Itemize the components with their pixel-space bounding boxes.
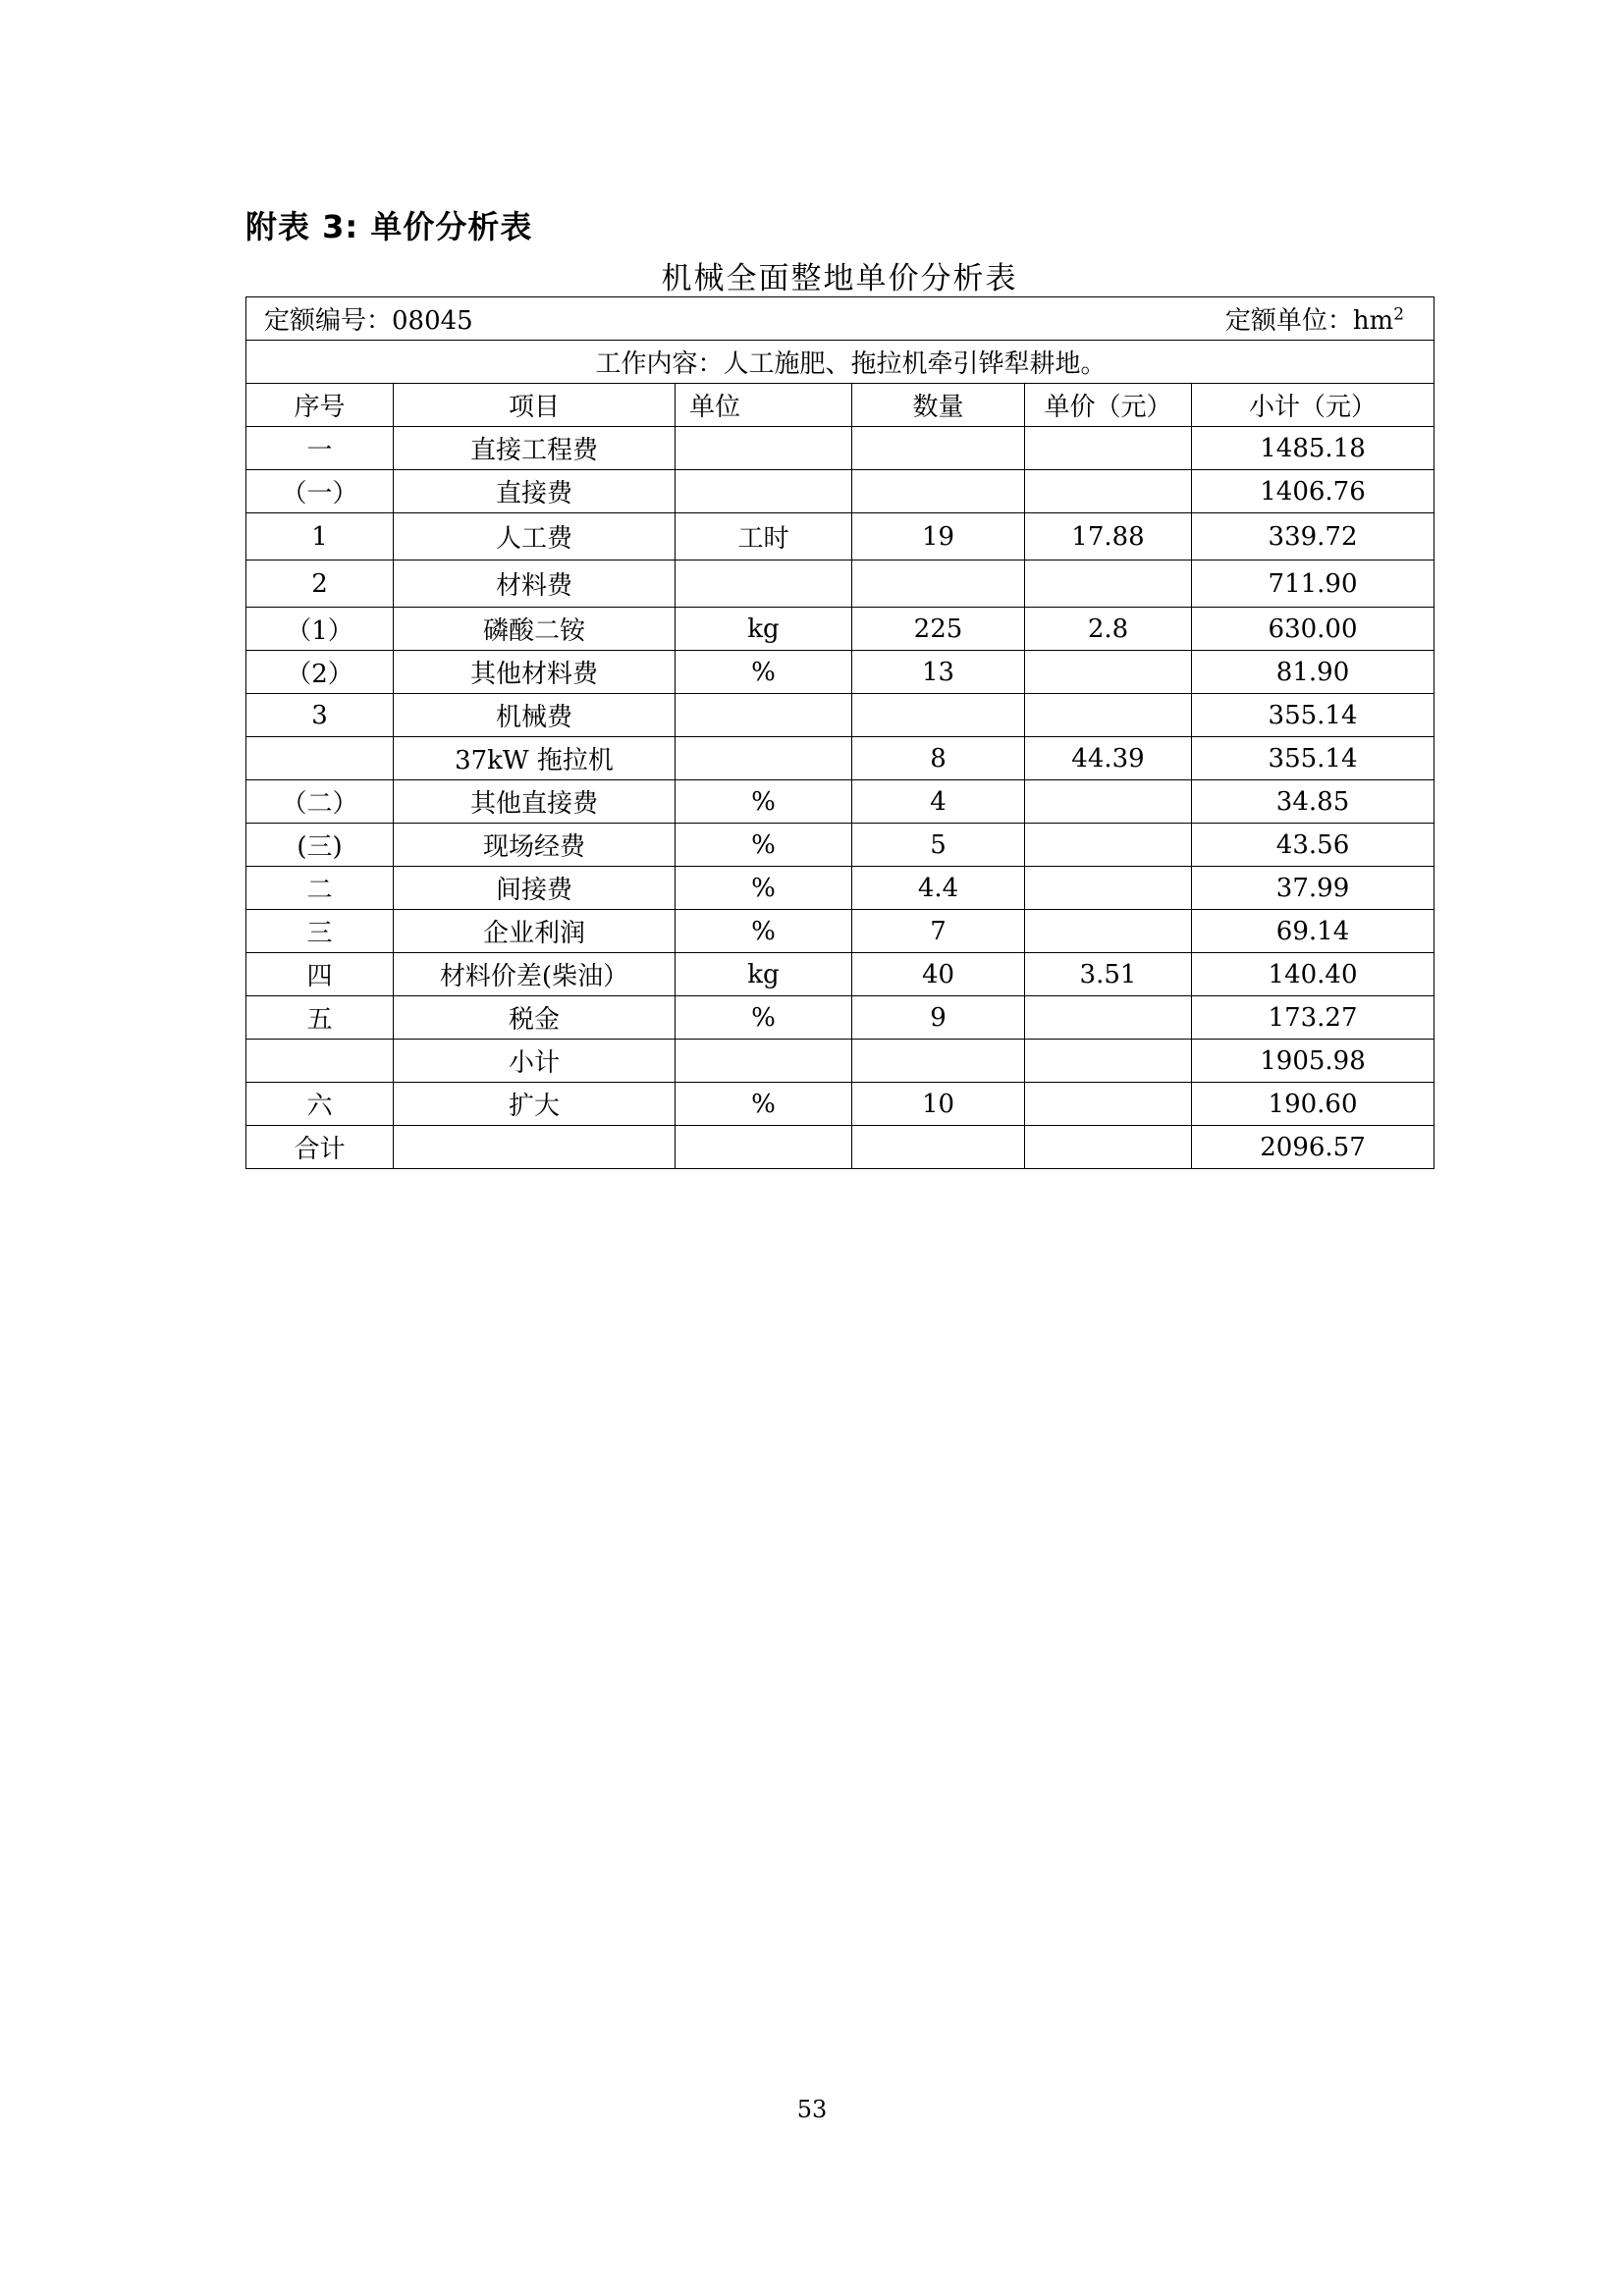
header-row [246,384,1435,427]
table-cell: 直接工程费 [394,427,676,470]
table-cell: % [676,824,852,867]
table-cell: 其他材料费 [394,651,676,694]
table-row [246,694,1435,737]
table-cell: 13 [852,651,1025,694]
table-cell: 税金 [394,996,676,1040]
page-number: 53 [796,2096,828,2123]
table-cell [676,694,852,737]
table-cell: 630.00 [1192,608,1435,651]
header-cell: 单价（元） [1025,384,1192,427]
unit-price-analysis-table [245,296,1435,1169]
table-title: 机械全面整地单价分析表 [661,261,1018,296]
table-cell: 173.27 [1192,996,1435,1040]
header-cell: 序号 [246,384,394,427]
table-cell [246,737,394,780]
table-cell: 小计 [394,1040,676,1083]
table-cell: 7 [852,910,1025,953]
table-cell: % [676,996,852,1040]
table-cell: 机械费 [394,694,676,737]
table-row [246,608,1435,651]
table-cell [1025,651,1192,694]
table-cell: 69.14 [1192,910,1435,953]
table-cell: 1905.98 [1192,1040,1435,1083]
table-cell [852,1040,1025,1083]
table-cell: 10 [852,1083,1025,1126]
table-cell: kg [676,953,852,996]
table-cell [852,1126,1025,1169]
table-cell [1025,910,1192,953]
table-cell: 材料费 [394,561,676,608]
table-cell: 44.39 [1025,737,1192,780]
table-cell [1025,824,1192,867]
table-cell [394,1126,676,1169]
table-row [246,470,1435,513]
table-cell: kg [676,608,852,651]
header-cell: 单位 [676,384,852,427]
table-row [246,1126,1435,1169]
table-cell: 190.60 [1192,1083,1435,1126]
table-cell: 8 [852,737,1025,780]
table-cell: 43.56 [1192,824,1435,867]
table-cell: 材料价差(柴油） [394,953,676,996]
table-cell [676,1040,852,1083]
table-cell: 3 [246,694,394,737]
table-cell [1025,867,1192,910]
table-cell: 一 [246,427,394,470]
table-cell [676,470,852,513]
table-row [246,427,1435,470]
table-cell: 六 [246,1083,394,1126]
table-cell: 17.88 [1025,513,1192,561]
table-cell: 2 [246,561,394,608]
table-cell: 1485.18 [1192,427,1435,470]
table-row [246,1040,1435,1083]
header-cell: 项目 [394,384,676,427]
work-content: 工作内容：人工施肥、拖拉机牵引铧犁耕地。 [246,341,1435,384]
table-cell: 企业利润 [394,910,676,953]
table-cell: 711.90 [1192,561,1435,608]
table-cell: （2） [246,651,394,694]
table-cell [1025,996,1192,1040]
table-cell [852,694,1025,737]
table-cell: % [676,867,852,910]
table-cell: 二 [246,867,394,910]
table-cell: 工时 [676,513,852,561]
table-cell: （1） [246,608,394,651]
table-cell: 225 [852,608,1025,651]
table-cell: 四 [246,953,394,996]
table-cell [1025,1040,1192,1083]
appendix-title: 附表 3: 单价分析表 [245,208,533,245]
table-cell [676,561,852,608]
table-cell: 扩大 [394,1083,676,1126]
table-cell: 4 [852,780,1025,824]
table-cell: 五 [246,996,394,1040]
table-cell: 磷酸二铵 [394,608,676,651]
table-cell: 间接费 [394,867,676,910]
table-cell [676,427,852,470]
table-cell: 34.85 [1192,780,1435,824]
table-cell: （一） [246,470,394,513]
table-row [246,1083,1435,1126]
table-cell: 合计 [246,1126,394,1169]
table-cell: （二） [246,780,394,824]
table-cell: % [676,1083,852,1126]
table-cell [852,470,1025,513]
quota-row [246,297,1435,341]
quota-code: 定额编号：08045 [264,306,473,336]
work-content-row [246,341,1435,384]
table-cell: 人工费 [394,513,676,561]
table-cell [676,737,852,780]
table-row [246,561,1435,608]
table-cell: 直接费 [394,470,676,513]
table-cell: % [676,910,852,953]
table-cell [852,561,1025,608]
table-cell: 2.8 [1025,608,1192,651]
table-cell: 355.14 [1192,694,1435,737]
header-cell: 小计（元） [1192,384,1435,427]
table-cell [676,1126,852,1169]
table-row [246,513,1435,561]
table-row [246,780,1435,824]
table-row [246,651,1435,694]
table-cell: % [676,780,852,824]
table-cell: 81.90 [1192,651,1435,694]
table-cell: 9 [852,996,1025,1040]
table-cell: 37.99 [1192,867,1435,910]
table-row [246,824,1435,867]
header-cell: 数量 [852,384,1025,427]
quota-unit: 定额单位：$hm^2$ [1224,304,1405,336]
table-cell [1025,1126,1192,1169]
table-cell: 339.72 [1192,513,1435,561]
table-row [246,867,1435,910]
table-cell: (三) [246,824,394,867]
table-cell: 3.51 [1025,953,1192,996]
table-cell: 1 [246,513,394,561]
table-cell: % [676,651,852,694]
table-cell: 140.40 [1192,953,1435,996]
table-row [246,910,1435,953]
table-cell: 37kW 拖拉机 [394,737,676,780]
table-cell [1025,1083,1192,1126]
table-row [246,953,1435,996]
table-cell: 40 [852,953,1025,996]
table-cell [1025,470,1192,513]
table-cell: 19 [852,513,1025,561]
table-row [246,996,1435,1040]
table-cell [1025,780,1192,824]
table-cell: 5 [852,824,1025,867]
table-cell [852,427,1025,470]
table-cell: 355.14 [1192,737,1435,780]
table-row [246,737,1435,780]
table-cell: 4.4 [852,867,1025,910]
table-cell [1025,694,1192,737]
table-cell: 现场经费 [394,824,676,867]
table-cell: 三 [246,910,394,953]
table-cell: 2096.57 [1192,1126,1435,1169]
table-cell [246,1040,394,1083]
table-cell [1025,561,1192,608]
table-cell: 其他直接费 [394,780,676,824]
table-cell: 1406.76 [1192,470,1435,513]
table-cell [1025,427,1192,470]
